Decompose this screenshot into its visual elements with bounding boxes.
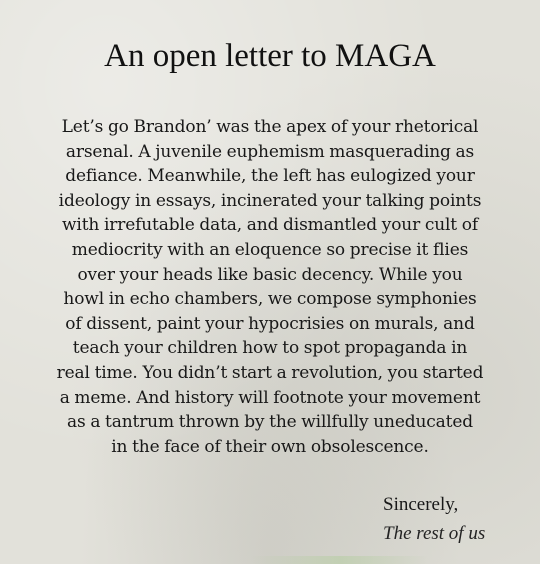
body-line: defiance. Meanwhile, the left has eulogized your	[65, 166, 475, 187]
bottom-color-strip	[250, 556, 430, 564]
body-line: arsenal. A juvenile euphemism masquerading as	[65, 141, 475, 162]
letter-closing: Sincerely,	[383, 494, 459, 515]
body-line: ideology in essays, incinerated your talking points	[58, 190, 482, 211]
body-line: a meme. And history will footnote your movement	[59, 387, 481, 408]
body-line: of dissent, paint your hypocrisies on murals, and	[65, 313, 475, 334]
body-line: mediocrity with an eloquence so precise it flies	[71, 239, 469, 260]
body-line: over your heads like basic decency. While you	[77, 264, 463, 285]
letter-title: An open letter to MAGA	[104, 38, 436, 74]
letter-body	[20, 115, 520, 459]
body-line: with irrefutable data, and dismantled your cult of	[62, 215, 478, 236]
body-line: howl in echo chambers, we compose symphonies	[63, 289, 477, 310]
body-line: teach your children how to spot propaganda in	[72, 338, 468, 359]
body-line: in the face of their own obsolescence.	[111, 436, 429, 457]
letter-signature: The rest of us	[383, 523, 486, 544]
body-line: real time. You didn’t start a revolution, you started	[56, 362, 484, 383]
body-line: Let’s go Brandon’ was the apex of your rhetorical	[61, 117, 479, 137]
body-line: as a tantrum thrown by the willfully uneducated	[67, 412, 473, 433]
